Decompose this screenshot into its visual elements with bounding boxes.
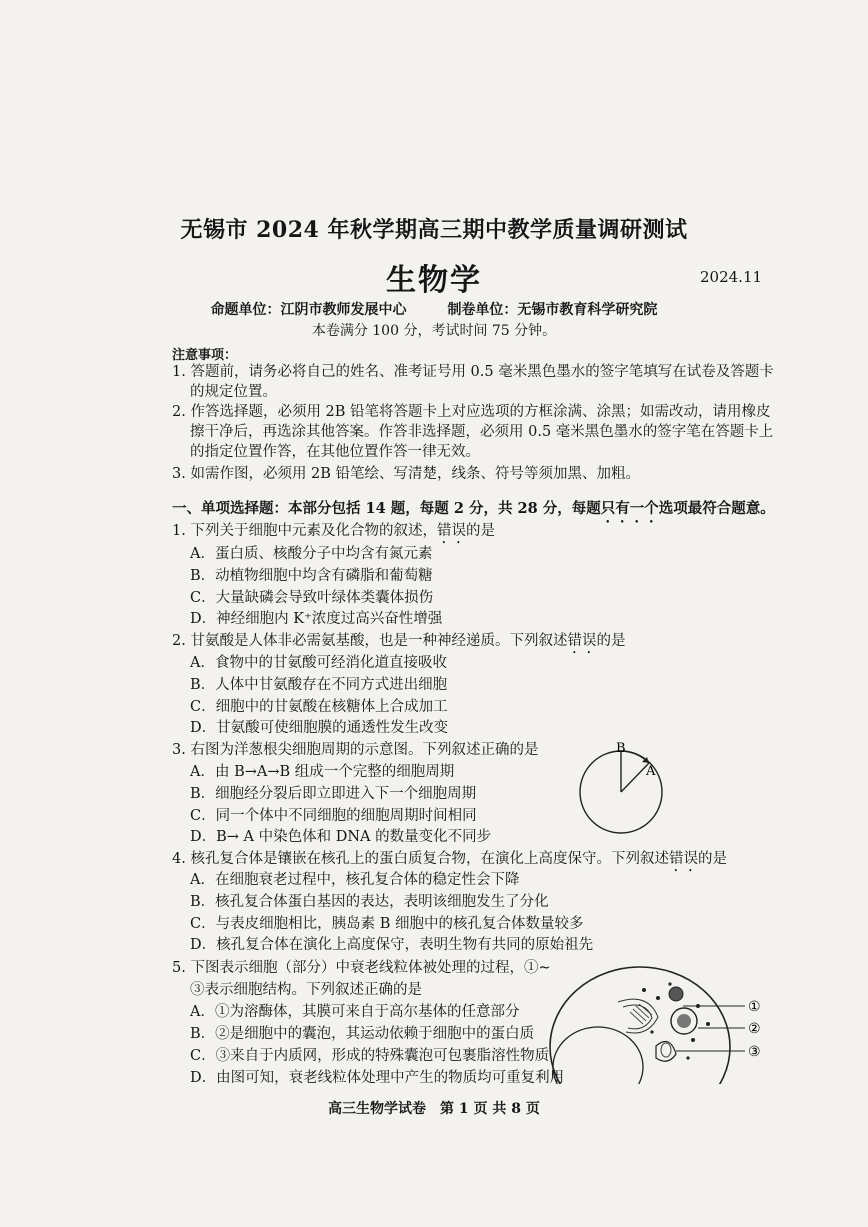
question-stem: 3. 右图为洋葱根尖细胞周期的示意图。下列叙述正确的是 [172,742,539,758]
label-b: B [616,741,626,756]
section-heading-tail: 选项最符合题意。 [658,500,775,517]
stem-tail: 的是 [596,633,626,649]
option-d: D．核孔复合体在演化上高度保守，表明生物有共同的原始祖先 [190,937,594,953]
proposer-unit: 命题单位：江阴市教师发展中心 [210,302,407,318]
subject-title: 生物学 [386,263,482,298]
exam-units [0,299,868,319]
notes-heading: 注意事项： [172,348,238,363]
label-2: ② [748,1021,761,1037]
nucleus [553,1027,643,1107]
option-d: D．B→ A 中染色体和 DNA 的数量变化不同步 [190,829,492,845]
exam-date: 2024.11 [700,268,763,286]
stem-emphasis: 错误 [436,523,466,539]
option-a: A．在细胞衰老过程中，核孔复合体的稳定性会下降 [190,872,520,888]
exam-title: 无锡市 2024 年秋学期高三期中教学质量调研测试 [180,217,688,243]
mitochondrion [661,1043,671,1057]
option-b: B．②是细胞中的囊泡，其运动依赖于细胞中的蛋白质 [190,1026,535,1042]
option-c: C．大量缺磷会导致叶绿体类囊体损伤 [190,590,434,606]
stem-tail: 的是 [697,851,727,867]
note-line: 的规定位置。 [190,384,277,400]
option-d: D．甘氨酸可使细胞膜的通透性发生改变 [190,720,449,736]
option-d: D．由图可知，衰老线粒体处理中产生的物质均可重复利用 [190,1070,565,1086]
score-time: 本卷满分 100 分，考试时间 75 分钟。 [311,323,557,339]
section-heading-emphasis: 只有一个 [600,500,659,517]
note-line: 2. 作答选择题，必须用 2B 铅笔将答题卡上对应选项的方框涂满、涂黑；如需改动，请用橡皮 [172,404,771,420]
option-b: B．细胞经分裂后即立即进入下一个细胞周期 [190,786,477,802]
er-membrane [618,999,658,1033]
option-b: B．人体中甘氨酸存在不同方式进出细胞 [190,677,448,693]
cell-cycle-figure [575,738,685,838]
option-b: B．动植物细胞中均含有磷脂和葡萄糖 [190,568,433,584]
note-line: 擦干净后，再选涂其他答案。作答非选择题，必须用 0.5 毫米黑色墨水的签字笔在答题卡上 [190,424,774,440]
option-c: C．同一个体中不同细胞的细胞周期时间相同 [190,808,477,824]
option-b: B．核孔复合体蛋白基因的表达，表明该细胞发生了分化 [190,894,549,910]
label-a: A [646,764,656,779]
stem-emphasis: 错误 [668,851,698,867]
note-line: 3. 如需作图，必须用 2B 铅笔绘、写清楚，线条、符号等须加黑、加粗。 [172,466,641,482]
stem-text: 2. 甘氨酸是人体非必需氨基酸，也是一种神经递质。下列叙述 [172,633,568,649]
maker-unit: 制卷单位：无锡市教育科学研究院 [447,302,658,318]
autophagosome-content [677,1014,691,1028]
stem-emphasis: 错误 [567,633,597,649]
label-3: ③ [748,1044,761,1060]
cell-autophagy-figure [548,962,778,1084]
option-a: A．由 B→A→B 组成一个完整的细胞周期 [190,764,455,780]
page-footer: 高三生物学试卷 第 1 页 共 8 页 [328,1101,540,1117]
question-stem-cont: ③表示细胞结构。下列叙述正确的是 [190,982,422,998]
option-a: A．蛋白质、核酸分子中均含有氮元素 [190,546,433,562]
note-line: 1. 答题前，请务必将自己的姓名、准考证号用 0.5 毫米黑色墨水的签字笔填写在试卷及答题卡 [172,364,774,380]
lysosome [669,987,683,1001]
question-stem: 5. 下图表示细胞（部分）中衰老线粒体被处理的过程，①~ [172,960,551,976]
vesicle [656,1042,676,1062]
option-c: C．与表皮细胞相比，胰岛素 B 细胞中的核孔复合体数量较多 [190,916,584,932]
option-a: A．食物中的甘氨酸可经消化道直接吸收 [190,655,447,671]
option-a: A．①为溶酶体，其膜可来自于高尔基体的任意部分 [190,1004,520,1020]
radius-a-line [621,763,649,792]
stem-tail: 的是 [465,523,495,539]
option-c: C．细胞中的甘氨酸在核糖体上合成加工 [190,699,448,715]
option-c: C．③来自于内质网，形成的特殊囊泡可包裹脂溶性物质 [190,1048,550,1064]
label-1: ① [748,999,761,1015]
stem-text: 4. 核孔复合体是镶嵌在核孔上的蛋白质复合物，在演化上高度保守。下列叙述 [172,851,669,867]
option-d: D．神经细胞内 K⁺浓度过高兴奋性增强 [190,611,443,627]
note-line: 的指定位置作答，在其他位置作答一律无效。 [190,444,480,460]
stem-text: 1. 下列关于细胞中元素及化合物的叙述， [172,523,437,539]
golgi [630,1004,652,1024]
section-heading-text: 一、单项选择题：本部分包括 14 题，每题 2 分，共 28 分，每题 [172,500,601,517]
